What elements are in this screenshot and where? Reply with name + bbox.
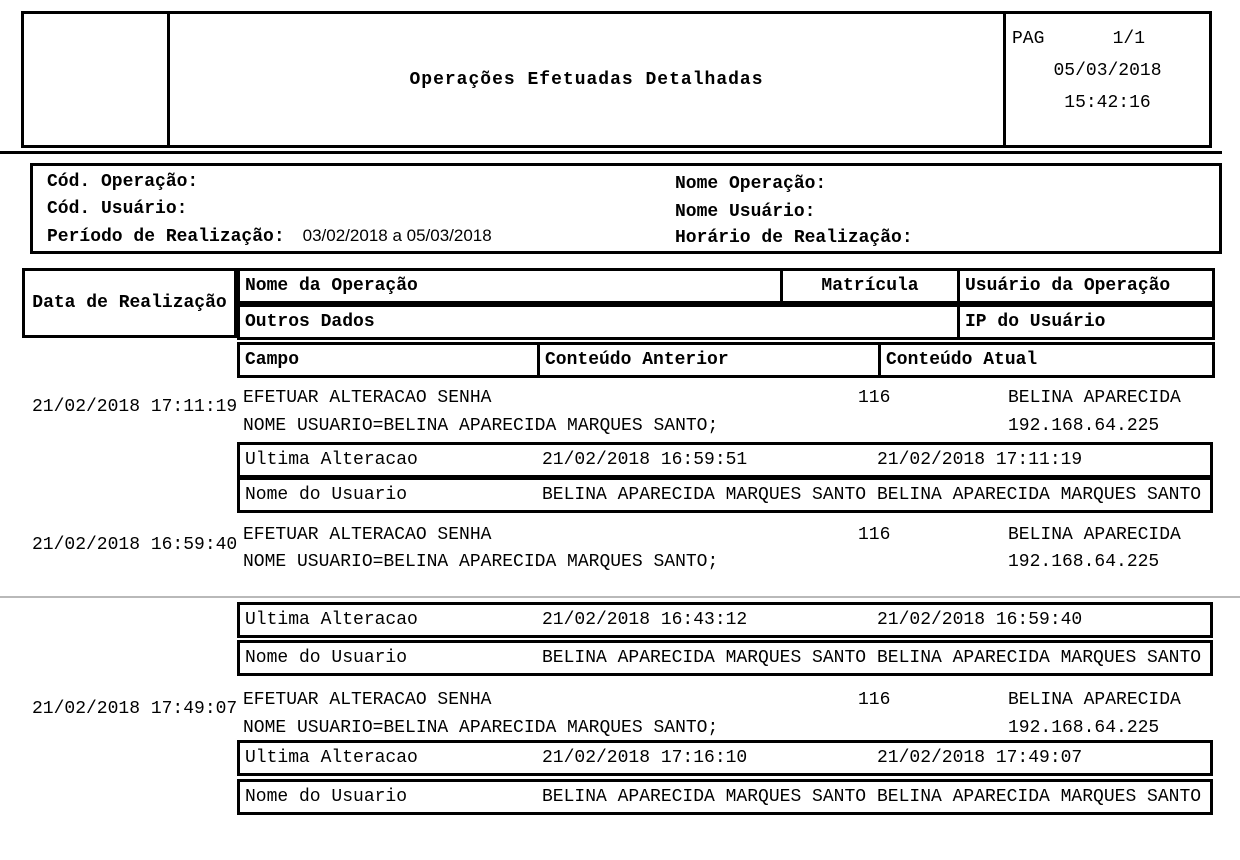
logo-cell — [24, 14, 170, 145]
campo-anterior: BELINA APARECIDA MARQUES SANTO — [542, 648, 867, 668]
page-row — [1006, 23, 1209, 55]
page-break-line — [0, 596, 1240, 598]
record-date: 21/02/2018 16:59:40 — [32, 535, 238, 555]
record-outros-dados: NOME USUARIO=BELINA APARECIDA MARQUES SANTO; — [243, 416, 719, 436]
record-usuario: BELINA APARECIDA — [1008, 388, 1181, 408]
record-date: 21/02/2018 17:49:07 — [32, 699, 238, 719]
col-header-row-3 — [237, 342, 1215, 378]
nome-operacao-label: Nome Operação: — [675, 174, 827, 194]
header-separator-line — [0, 151, 1222, 154]
campo-name: Nome do Usuario — [245, 648, 408, 668]
campo-row — [237, 779, 1213, 815]
record-outros-dados: NOME USUARIO=BELINA APARECIDA MARQUES SANTO; — [243, 552, 719, 572]
record-matricula: 116 — [858, 690, 891, 710]
record-usuario: BELINA APARECIDA — [1008, 690, 1181, 710]
campo-name: Ultima Alteracao — [245, 450, 418, 470]
record-outros-dados: NOME USUARIO=BELINA APARECIDA MARQUES SANTO; — [243, 718, 719, 738]
horario-label: Horário de Realização: — [675, 228, 913, 248]
campo-atual: BELINA APARECIDA MARQUES SANTO — [877, 787, 1202, 807]
campo-atual: BELINA APARECIDA MARQUES SANTO — [877, 485, 1202, 505]
record-operation-name: EFETUAR ALTERACAO SENHA — [243, 690, 492, 710]
campo-row — [237, 442, 1213, 478]
campo-atual: BELINA APARECIDA MARQUES SANTO — [877, 648, 1202, 668]
report-time: 15:42:16 — [1064, 93, 1151, 113]
record-usuario: BELINA APARECIDA — [1008, 525, 1181, 545]
page-number: 1/1 — [1112, 29, 1145, 49]
col-header-campo: Campo — [240, 345, 540, 375]
campo-atual: 21/02/2018 17:49:07 — [877, 748, 1083, 768]
record-ip: 192.168.64.225 — [1008, 416, 1160, 436]
col-header-row-1 — [237, 268, 1215, 304]
cod-operacao-label: Cód. Operação: — [47, 172, 199, 192]
campo-row — [237, 602, 1213, 638]
campo-anterior: BELINA APARECIDA MARQUES SANTO — [542, 787, 867, 807]
record-operation-name: EFETUAR ALTERACAO SENHA — [243, 388, 492, 408]
cod-usuario-label: Cód. Usuário: — [47, 199, 188, 219]
campo-row — [237, 640, 1213, 676]
col-header-matricula: Matrícula — [783, 271, 960, 301]
periodo-row — [47, 226, 492, 247]
campo-name: Ultima Alteracao — [245, 610, 418, 630]
col-header-data-realizacao: Data de Realização — [22, 268, 237, 338]
col-header-ip-usuario: IP do Usuário — [965, 312, 1106, 332]
page-info-cell — [1003, 14, 1209, 145]
campo-name: Nome do Usuario — [245, 485, 408, 505]
record-date: 21/02/2018 17:11:19 — [32, 397, 238, 417]
campo-name: Ultima Alteracao — [245, 748, 418, 768]
col-header-conteudo-atual: Conteúdo Atual — [886, 350, 1038, 370]
periodo-value: 03/02/2018 a 05/03/2018 — [302, 226, 492, 245]
record-ip: 192.168.64.225 — [1008, 718, 1160, 738]
campo-atual: 21/02/2018 17:11:19 — [877, 450, 1083, 470]
report-title: Operações Efetuadas Detalhadas — [409, 69, 764, 90]
report-header — [21, 11, 1212, 148]
campo-row — [237, 740, 1213, 776]
record-matricula: 116 — [858, 388, 891, 408]
campo-anterior: 21/02/2018 17:16:10 — [542, 748, 748, 768]
page-label: PAG — [1012, 29, 1045, 49]
campo-anterior: 21/02/2018 16:43:12 — [542, 610, 748, 630]
report-date: 05/03/2018 — [1053, 61, 1162, 81]
col-header-outros-dados: Outros Dados — [240, 307, 960, 337]
campo-anterior: BELINA APARECIDA MARQUES SANTO — [542, 485, 867, 505]
col-header-usuario-operacao: Usuário da Operação — [965, 276, 1171, 296]
col-header-conteudo-anterior: Conteúdo Anterior — [540, 345, 881, 375]
campo-anterior: 21/02/2018 16:59:51 — [542, 450, 748, 470]
campo-name: Nome do Usuario — [245, 787, 408, 807]
campo-row — [237, 477, 1213, 513]
col-header-nome-operacao: Nome da Operação — [240, 271, 783, 301]
filter-panel — [30, 163, 1222, 254]
periodo-label: Período de Realização: — [47, 227, 285, 247]
nome-usuario-label: Nome Usuário: — [675, 202, 816, 222]
record-matricula: 116 — [858, 525, 891, 545]
record-operation-name: EFETUAR ALTERACAO SENHA — [243, 525, 492, 545]
col-header-row-2 — [237, 304, 1215, 340]
campo-atual: 21/02/2018 16:59:40 — [877, 610, 1083, 630]
record-ip: 192.168.64.225 — [1008, 552, 1160, 572]
